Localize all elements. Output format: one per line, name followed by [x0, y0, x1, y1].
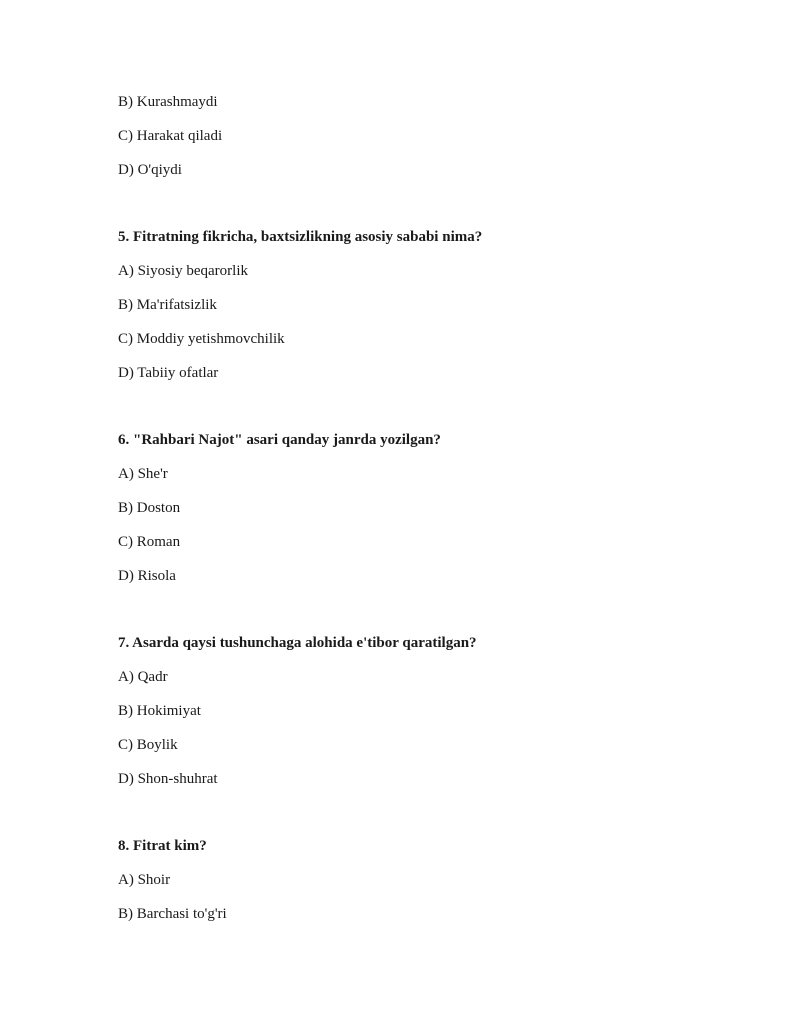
q4-option-b: B) Kurashmaydi	[118, 94, 218, 110]
q7-option-b: B) Hokimiyat	[118, 703, 201, 719]
q6-option-d: D) Risola	[118, 568, 176, 584]
q5-option-a: A) Siyosiy beqarorlik	[118, 263, 248, 279]
question-7: 7. Asarda qaysi tushunchaga alohida e'tibor qaratilgan?	[118, 635, 477, 651]
question-5: 5. Fitratning fikricha, baxtsizlikning asosiy sababi nima?	[118, 229, 483, 245]
q4-option-d: D) O'qiydi	[118, 162, 182, 178]
q8-option-b: B) Barchasi to'g'ri	[118, 906, 227, 922]
q5-option-d: D) Tabiiy ofatlar	[118, 365, 219, 381]
q6-option-b: B) Doston	[118, 500, 181, 516]
q6-option-c: C) Roman	[118, 534, 181, 550]
q5-option-c: C) Moddiy yetishmovchilik	[118, 331, 285, 347]
q7-option-a: A) Qadr	[118, 669, 168, 685]
document-page	[118, 92, 738, 924]
q4-option-c: C) Harakat qiladi	[118, 128, 223, 144]
q6-option-a: A) She'r	[118, 466, 168, 482]
question-8: 8. Fitrat kim?	[118, 838, 207, 854]
q5-option-b: B) Ma'rifatsizlik	[118, 297, 217, 313]
q7-option-c: C) Boylik	[118, 737, 178, 753]
q7-option-d: D) Shon-shuhrat	[118, 771, 218, 787]
q8-option-a: A) Shoir	[118, 872, 171, 888]
question-6: 6. "Rahbari Najot" asari qanday janrda yozilgan?	[118, 432, 441, 448]
